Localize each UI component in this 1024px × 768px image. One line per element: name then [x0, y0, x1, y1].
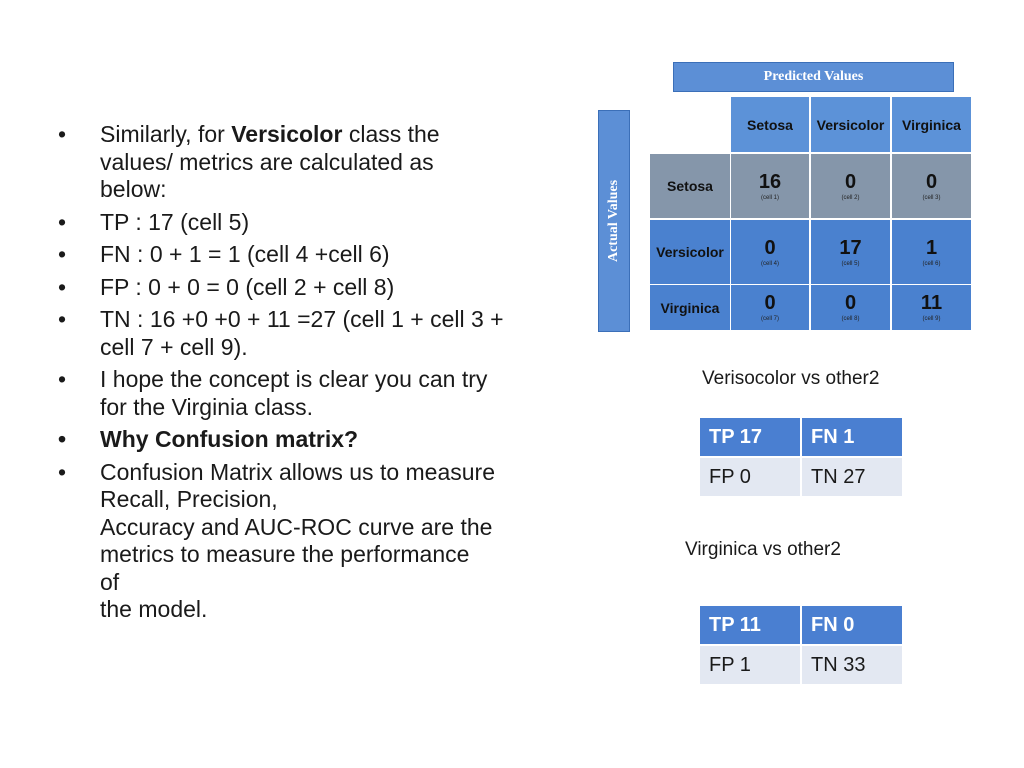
explain-line-4: metrics to measure the performance — [100, 541, 470, 567]
virginica-fp: FP 1 — [700, 646, 800, 684]
cell-value: 1 — [925, 236, 938, 259]
col-header-setosa: Setosa — [731, 97, 811, 152]
explain-line-2: Recall, Precision, — [100, 486, 278, 512]
cell-value: 0 — [925, 170, 938, 193]
cell-label: (cell 6) — [922, 260, 941, 267]
explain-line-1: • Confusion Matrix allows us to measure — [100, 458, 495, 485]
col-header-virginica: Virginica — [892, 97, 973, 152]
cell-value: 17 — [839, 236, 862, 259]
versicolor-tp: TP 17 — [700, 418, 800, 456]
bullet-tn — [58, 306, 558, 361]
table-row — [700, 458, 902, 496]
versicolor-fp: FP 0 — [700, 458, 800, 496]
bullet-tp: • TP : 17 (cell 5) — [58, 209, 558, 237]
matrix-cell-7 — [731, 285, 811, 330]
cell-label: (cell 4) — [760, 260, 779, 267]
cell-label: (cell 8) — [841, 316, 860, 322]
cell-value: 0 — [764, 236, 776, 259]
matrix-cell-4 — [731, 220, 811, 284]
try-line-2: for the Virginia class. — [100, 393, 314, 420]
table-row — [700, 606, 902, 644]
matrix-cell-1 — [731, 154, 811, 218]
bullet-confusion-explanation — [58, 459, 558, 624]
table-row — [700, 646, 902, 684]
explain-line-5: of — [100, 568, 120, 595]
virginica-caption: Virginica vs other2 — [685, 539, 841, 560]
matrix-cell-6 — [892, 220, 973, 284]
matrix-cell-2 — [811, 154, 892, 218]
col-header-versicolor: Versicolor — [811, 97, 892, 152]
bullet-fn: • FN : 0 + 1 = 1 (cell 4 +cell 6) — [58, 241, 558, 269]
try-line-1: • I hope the concept is clear you can try — [100, 366, 488, 392]
cell-label: (cell 7) — [760, 316, 779, 322]
predicted-values-header — [673, 62, 954, 92]
intro-text-end: class the — [342, 121, 440, 147]
row-header-versicolor: Versicolor — [650, 220, 730, 284]
cell-label: (cell 9) — [922, 316, 941, 322]
bullet-why-heading: • Why Confusion matrix? — [58, 426, 558, 454]
actual-values-label: Actual Values — [606, 179, 622, 263]
intro-line-3: below: — [100, 176, 167, 202]
cell-value: 0 — [844, 292, 857, 314]
cell-value: 16 — [758, 170, 782, 193]
versicolor-fn: FN 1 — [802, 418, 902, 456]
cell-label: (cell 1) — [760, 194, 779, 201]
cell-label: (cell 3) — [922, 194, 941, 201]
cell-value: 0 — [764, 292, 776, 314]
bullet-versicolor-intro — [58, 121, 558, 204]
bullet-list — [58, 121, 558, 629]
virginica-summary-table — [698, 604, 904, 686]
explain-line-6: the model. — [100, 596, 208, 622]
table-row — [700, 418, 902, 456]
intro-text: Similarly, for — [100, 121, 232, 147]
tn-line-1: • TN : 16 +0 +0 + 11 =27 (cell 1 + cell 3 + — [100, 306, 504, 332]
cell-label: (cell 2) — [841, 194, 860, 201]
row-header-virginica: Virginica — [650, 285, 730, 330]
intro-class-name: Versicolor — [231, 121, 343, 147]
matrix-cell-8 — [811, 285, 892, 330]
virginica-tn: TN 33 — [802, 646, 902, 684]
matrix-cell-9 — [892, 285, 973, 330]
versicolor-summary-table — [698, 416, 904, 498]
matrix-cell-3 — [892, 154, 973, 218]
bullet-try-virginica — [58, 366, 558, 421]
matrix-cell-5 — [811, 220, 892, 284]
versicolor-caption: Verisocolor vs other2 — [702, 368, 880, 389]
cell-label: (cell 5) — [841, 260, 860, 267]
predicted-values-label: Predicted Values — [763, 69, 864, 84]
row-header-setosa: Setosa — [650, 154, 730, 218]
virginica-fn: FN 0 — [802, 606, 902, 644]
versicolor-tn: TN 27 — [802, 458, 902, 496]
explain-line-3: Accuracy and AUC-ROC curve are the — [100, 513, 493, 540]
bullet-fp: • FP : 0 + 0 = 0 (cell 2 + cell 8) — [58, 274, 558, 302]
actual-values-header — [598, 110, 630, 332]
tn-line-2: cell 7 + cell 9). — [100, 333, 248, 360]
cell-value: 0 — [844, 170, 857, 193]
virginica-tp: TP 11 — [700, 606, 800, 644]
cell-value: 11 — [920, 292, 943, 314]
intro-line-2: values/ metrics are calculated as — [100, 148, 434, 175]
